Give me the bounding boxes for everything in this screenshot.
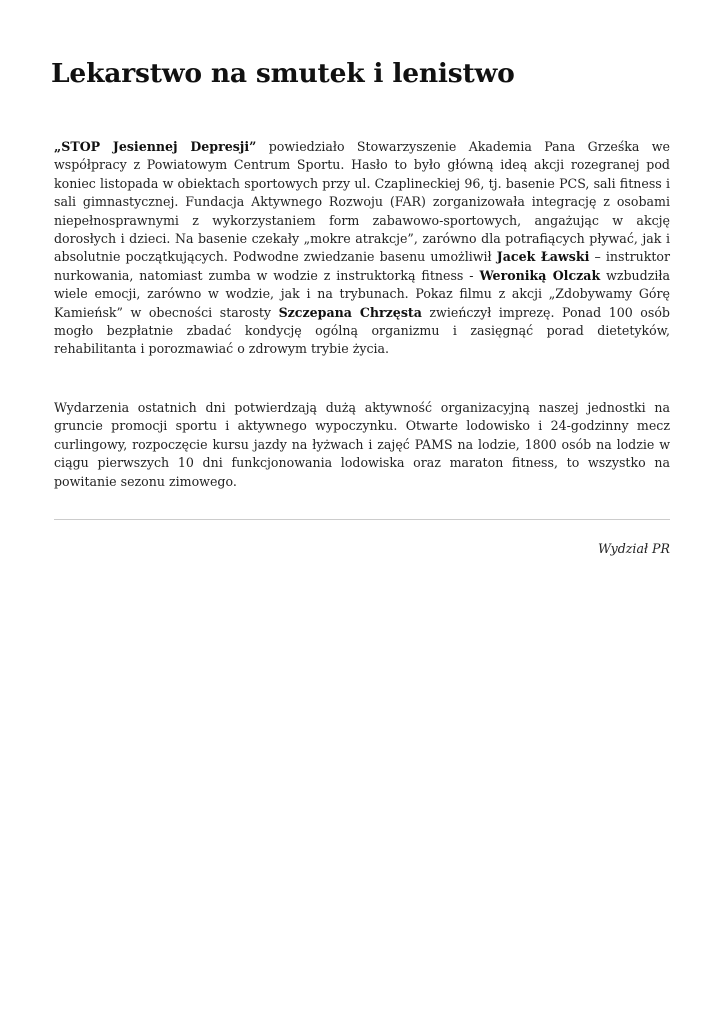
bold-name-weronika-olczak: Weroniką Olczak — [479, 267, 601, 283]
paragraph-text: powiedziało Stowarzyszenie Akademia Pana Grześka we współpracy z Powiatowym Centrum Sportu. Hasło to było główną ideą akcji rozegranej pod koniec listopada w obiektach sportowych przy ul. Czaplineckiej 96, tj. basenie PCS, sali fitness i sali gimnastycznej. Fundacja Aktywnego Rozwoju (FAR) zorganizowała integrację z osobami niepełnosprawnymi z wykorzystaniem form zabawowo-sportowych, angażując w akcję dorosłych i dzieci. Na basenie czekały „mokre atrakcje”, zarówno dla potrafiących pływać, jak i absolutnie początkujących. Podwodne zwiedzanie basenu umożliwił — [54, 139, 670, 265]
signature: Wydział PR — [597, 540, 670, 556]
article-paragraph-1 — [54, 138, 670, 359]
divider — [54, 519, 670, 520]
paragraph-text: wzbudziła wiele emocji, zarówno w wodzie, jak i na trybunach. Pokaz filmu z akcji „Zdobywamy Górę Kamieńsk” w obecności starosty — [54, 267, 670, 320]
bold-name-jacek-lawski: Jacek Ławski — [496, 249, 590, 265]
article — [51, 52, 670, 558]
bold-phrase-stop-depresji: „STOP Jesiennej Depresji” — [54, 139, 257, 154]
bold-name-szczepan-chrzest: Szczepana Chrzęsta — [278, 304, 422, 320]
paragraph-text: – instruktor nurkowania, natomiast zumba w wodzie z instruktorką fitness - — [54, 249, 670, 283]
page-title: Lekarstwo na smutek i lenistwo — [51, 58, 515, 89]
paragraph-text: zwieńczył imprezę. Ponad 100 osób mogło bezpłatnie zbadać kondycję ogólną organizmu i zasięgnąć porad dietetyków, rehabilitanta i porozmawiać o zdrowym trybie życia. — [54, 304, 670, 357]
article-paragraph-2: Wydarzenia ostatnich dni potwierdzają dużą aktywność organizacyjną naszej jednostki na gruncie promocji sportu i aktywnego wypoczynku. Otwarte lodowisko i 24-godzinny mecz curlingowy, rozpoczęcie kursu jazdy na łyżwach i zajęć PAMS na lodzie, 1800 osób na lodzie w ciągu pierwszych 10 dni funkcjonowania lodowiska oraz maraton fitness, to wszystko na powitanie sezonu zimowego. — [54, 399, 670, 489]
